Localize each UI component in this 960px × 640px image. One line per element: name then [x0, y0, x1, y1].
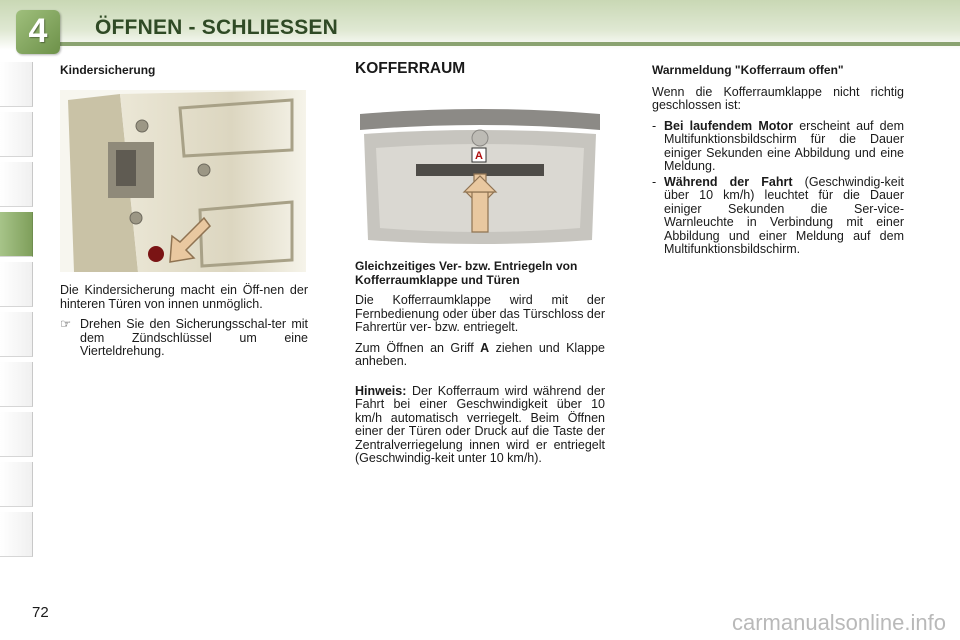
middle-column-heading	[355, 62, 605, 76]
handle-reference: A	[480, 340, 490, 355]
header-rule	[60, 42, 960, 46]
chapter-tab-4-active[interactable]	[0, 212, 33, 257]
chapter-tab-2[interactable]	[0, 112, 33, 157]
dash-marker: -	[652, 118, 657, 133]
instruction-text: Drehen Sie den Sicherungsschal-ter mit dem Zündschlüssel um eine Vierteldrehung.	[80, 317, 308, 358]
chapter-tab-1[interactable]	[0, 62, 33, 107]
chapter-number: 4	[28, 12, 48, 50]
chapter-tab-5[interactable]	[0, 262, 33, 307]
chapter-tab-6[interactable]	[0, 312, 33, 357]
watermark: carmanualsonline.info	[731, 610, 946, 635]
left-column	[60, 64, 308, 78]
central-locking-heading: Gleichzeitiges Ver- bzw. Entriegeln von Kofferraumklappe und Türen	[355, 259, 578, 287]
chapter-tab-10[interactable]	[0, 512, 33, 557]
child-lock-paragraph: Die Kindersicherung macht ein Öff-nen der hinteren Türen von innen unmöglich.	[60, 283, 308, 311]
child-lock-illustration	[60, 90, 306, 272]
section-heading-kofferraum: KOFFERRAUM	[355, 60, 466, 77]
warning-item-2-text: (Geschwindig-keit über 10 km/h) leuchtet für die Dauer einiger Sekunden die Ser-vice-Warnleuchte in Verbindung mit einer Abbildung und einer Meldung auf dem Multifunktionsbildschirm.	[664, 174, 904, 256]
dash-marker: -	[652, 174, 657, 189]
chapter-tab-8[interactable]	[0, 412, 33, 457]
pointing-hand-icon: ☞	[60, 317, 72, 331]
warning-intro: Wenn die Kofferraumklappe nicht richtig geschlossen ist:	[652, 84, 904, 112]
chapter-tabs	[0, 62, 36, 572]
page-number: 72	[32, 604, 49, 621]
page-title: ÖFFNEN - SCHLIESSEN	[95, 16, 338, 39]
open-trunk-text-1: Zum Öffnen an Griff	[355, 340, 481, 355]
chapter-tab-3[interactable]	[0, 162, 33, 207]
left-column-text	[60, 284, 308, 366]
child-lock-instruction	[60, 318, 308, 359]
warning-item-2-title: Während der Fahrt	[664, 174, 793, 189]
right-column	[652, 64, 904, 259]
trunk-handle-illustration	[356, 108, 604, 248]
handle-label: A	[475, 150, 483, 162]
section-heading-kindersicherung: Kindersicherung	[60, 63, 156, 77]
warning-item-driving	[652, 176, 904, 257]
warning-item-1-text: erscheint auf dem Multifunktionsbildschirm für die Dauer einiger Sekunden eine Abbildung und eine Meldung.	[664, 118, 904, 173]
middle-column-text	[355, 260, 605, 473]
warning-item-engine-running	[652, 120, 904, 174]
open-trunk-text-2: ziehen und Klappe anheben.	[355, 340, 605, 368]
open-trunk-paragraph	[355, 342, 605, 369]
chapter-tab-9[interactable]	[0, 462, 33, 507]
chapter-tab-7[interactable]	[0, 362, 33, 407]
note-text: Der Kofferraum wird während der Fahrt bei einer Geschwindigkeit über 10 km/h automatisch verriegelt. Beim Öffnen einer der Türen oder Druck auf die Taste der Zentralverriegelung innen wird er entriegelt (Geschwindig-keit unter 10 km/h).	[355, 383, 605, 465]
note-paragraph	[355, 385, 605, 466]
warning-heading: Warnmeldung "Kofferraum offen"	[652, 63, 844, 77]
warning-item-1-title: Bei laufendem Motor	[664, 118, 794, 133]
note-label: Hinweis:	[355, 383, 407, 398]
central-locking-paragraph: Die Kofferraumklappe wird mit der Fernbedienung oder über das Türschloss der Fahrertür ver- bzw. entriegelt.	[355, 293, 605, 334]
